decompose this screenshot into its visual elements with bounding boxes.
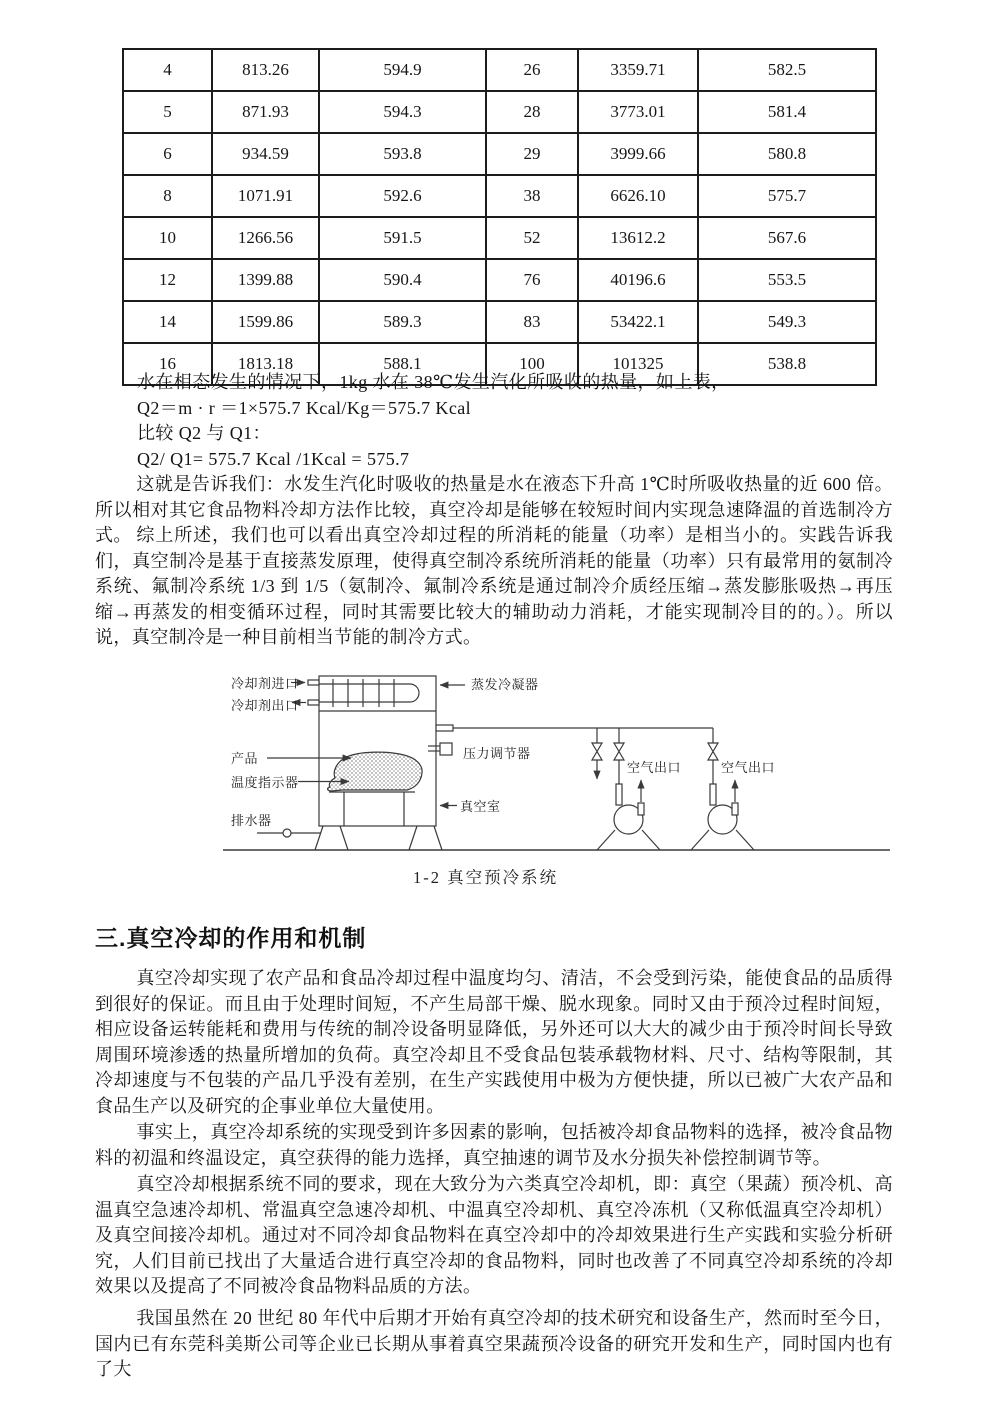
table-cell: 8 [123,175,212,217]
table-cell: 538.8 [698,343,876,385]
table-cell: 13612.2 [578,217,698,259]
table-cell: 12 [123,259,212,301]
table-cell: 26 [486,49,578,91]
table-cell: 580.8 [698,133,876,175]
compare-line: 比较 Q2 与 Q1： [137,423,271,444]
table-cell: 590.4 [319,259,486,301]
table-cell: 588.1 [319,343,486,385]
table-cell: 582.5 [698,49,876,91]
table-cell: 594.9 [319,49,486,91]
vacuum-precooling-diagram [195,660,895,900]
table-cell: 594.3 [319,91,486,133]
table-cell: 1266.56 [212,217,319,259]
paragraph-text: 事实上，真空冷却系统的实现受到许多因素的影响，包括被冷却食品物料的选择，被冷食品物料的初温和终温设定，真空获得的能力选择，真空抽速的调节及水分损失补偿控制调节等。 [95,1122,893,1168]
product-label: 产品 [231,751,259,766]
water-phase-line: 水在相态发生的情况下，1kg 水在 38℃发生汽化所吸收的热量，如上表， [137,372,730,392]
evaporator-condenser-label: 蒸发冷凝器 [471,677,539,692]
ratio-line: Q2/ Q1= 575.7 Kcal /1Kcal = 575.7 [137,448,410,469]
table-row [123,259,876,301]
coolant-inlet-label: 冷却剂进口 [231,676,299,691]
section-heading: 三.真空冷却的作用和机制 [95,925,367,951]
table-cell: 1071.91 [212,175,319,217]
table-cell: 40196.6 [578,259,698,301]
table-row [123,301,876,343]
table-cell: 100 [486,343,578,385]
table-cell: 589.3 [319,301,486,343]
table-cell: 567.6 [698,217,876,259]
drain-shape [257,829,321,837]
table-cell: 3773.01 [578,91,698,133]
table-cell: 38 [486,175,578,217]
table-cell: 1813.18 [212,343,319,385]
paragraph-effects [95,966,893,1120]
air-outlet-left-label: 空气出口 [627,760,682,775]
table-cell: 28 [486,91,578,133]
table-cell: 592.6 [319,175,486,217]
table-cell: 581.4 [698,91,876,133]
table-row [123,217,876,259]
table-cell: 1399.88 [212,259,319,301]
table-cell: 3359.71 [578,49,698,91]
table-cell: 10 [123,217,212,259]
vacuum-pump-right [691,780,754,850]
table-cell: 101325 [578,343,698,385]
table-cell: 16 [123,343,212,385]
drain-label: 排水器 [231,813,272,828]
saturation-data-table [122,48,877,386]
table-cell: 76 [486,259,578,301]
table-row [123,91,876,133]
paragraph-text: 综上所述，我们也可以看出真空冷却过程的所消耗的能量（功率）是相当小的。实践告诉我们，真空制冷是基于直接蒸发原理，使得真空制冷系统所消耗的能量（功率）只有最常用的氨制冷系统、氟制冷系统 1/3 到 1/5（氨制冷、氟制冷系统是通过制冷介质经压缩→蒸发膨胀吸热→再压缩→再蒸发的相变循环过程，同时其需要比较大的辅助动力消耗，才能实现制冷目的的。）。所以说，真空制冷是一种目前相当节能的制冷方式。 [95,525,893,648]
table-cell: 813.26 [212,49,319,91]
table-cell: 4 [123,49,212,91]
table-cell: 53422.1 [578,301,698,343]
paragraph-summary [95,523,893,651]
table-cell: 593.8 [319,133,486,175]
table-cell: 1599.86 [212,301,319,343]
vacuum-chamber-label: 真空室 [460,799,501,814]
temperature-indicator-label: 温度指示器 [231,775,299,790]
table-cell: 5 [123,91,212,133]
paragraph-machine-types [95,1172,893,1300]
table-cell: 6626.10 [578,175,698,217]
formula-block [137,370,897,472]
table-row [123,175,876,217]
table-cell: 52 [486,217,578,259]
coolant-outlet-label: 冷却剂出口 [231,698,299,713]
air-outlet-right-label: 空气出口 [721,760,776,775]
paragraph-factors [95,1120,893,1171]
table-cell: 29 [486,133,578,175]
formula-q2-line: Q2＝m · r ＝1×575.7 Kcal/Kg＝575.7 Kcal [137,397,471,418]
table-row [123,49,876,91]
table-cell: 934.59 [212,133,319,175]
table-cell: 591.5 [319,217,486,259]
table-cell: 14 [123,301,212,343]
table-cell: 575.7 [698,175,876,217]
table-cell: 83 [486,301,578,343]
table-cell: 549.3 [698,301,876,343]
paragraph-china-history [95,1306,893,1383]
vacuum-pump-left [597,780,660,850]
table-row [123,133,876,175]
paragraph-text: 真空冷却根据系统不同的要求，现在大致分为六类真空冷却机，即：真空（果蔬）预冷机、高温真空急速冷却机、常温真空急速冷却机、中温真空冷却机、真空冷冻机（又称低温真空冷却机）及真空间接冷却机。通过对不同冷却食品物料在真空冷却中的冷却效果进行生产实践和实验分析研究，人们目前已找出了大量适合进行真空冷却的食品物料，同时也改善了不同真空冷却系统的冷却效果以及提高了不同被冷食品物料品质的方法。 [95,1174,893,1297]
paragraph-text: 我国虽然在 20 世纪 80 年代中后期才开始有真空冷却的技术研究和设备生产，然而时至今日，国内已有东莞科美斯公司等企业已长期从事着真空果蔬预冷设备的研究开发和生产，同时国内也有了大 [95,1308,893,1380]
paragraph-text: 这就是告诉我们：水发生汽化时吸收的热量是水在液态下升高 1℃时所吸收热量的近 600 倍。所以相对其它食品物料冷却方法作比较，真空冷却是能够在较短时间内实现急速降温的首选制冷方式。 [95,474,893,546]
pressure-regulator-label: 压力调节器 [463,746,531,761]
table-cell: 3999.66 [578,133,698,175]
table-cell: 871.93 [212,91,319,133]
diagram-caption: 1-2 真空预冷系统 [413,868,559,887]
table-cell: 553.5 [698,259,876,301]
paragraph-text: 真空冷却实现了农产品和食品冷却过程中温度均匀、清洁，不会受到污染，能使食品的品质得到很好的保证。而且由于处理时间短，不产生局部干燥、脱水现象。同时又由于预冷过程时间短，相应设备运转能耗和费用与传统的制冷设备明显降低，另外还可以大大的减少由于预冷时间长导致周围环境渗透的热量所增加的负荷。真空冷却且不受食品包装承载物材料、尺寸、结构等限制，其冷却速度与不包装的产品几乎没有差别，在生产实践使用中极为方便快捷，所以已被广大农产品和食品生产以及研究的企事业单位大量使用。 [95,968,893,1116]
table-cell: 6 [123,133,212,175]
